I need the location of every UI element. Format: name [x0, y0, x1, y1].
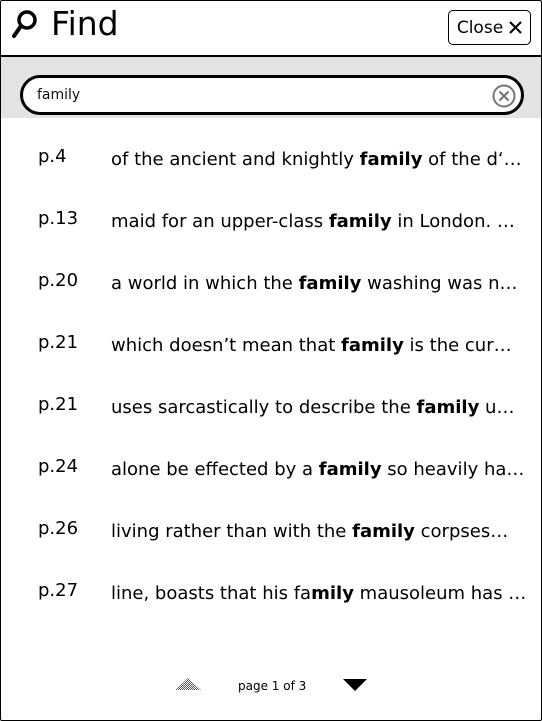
- result-row[interactable]: [1, 190, 541, 252]
- result-snippet: a world in which the family washing was n…: [111, 273, 518, 294]
- page-indicator: page 1 of 3: [238, 679, 307, 693]
- match-highlight: family: [328, 211, 392, 232]
- result-row[interactable]: [1, 314, 541, 376]
- triangle-down-icon[interactable]: [343, 679, 367, 691]
- x-icon: [509, 21, 522, 34]
- close-button-label: Close: [456, 17, 504, 38]
- result-snippet: of the ancient and knightly family of the d‘…: [111, 149, 522, 170]
- circle-x-icon[interactable]: [492, 84, 516, 108]
- result-page: p.26: [38, 518, 79, 539]
- triangle-up-icon[interactable]: [175, 678, 201, 690]
- result-snippet: maid for an upper-class family in London. …: [111, 211, 515, 232]
- result-snippet: line, boasts that his family mausoleum has …: [111, 583, 527, 604]
- match-highlight: family: [416, 397, 480, 418]
- result-snippet: alone be effected by a family so heavily ha…: [111, 459, 525, 480]
- match-highlight: family: [341, 335, 404, 356]
- page-title: Find: [51, 4, 119, 43]
- result-row[interactable]: [1, 500, 541, 562]
- result-page: p.24: [38, 456, 79, 477]
- match-highlight: family: [359, 149, 423, 170]
- result-row[interactable]: [1, 438, 541, 500]
- header-bar: [1, 1, 541, 57]
- result-page: p.20: [38, 270, 79, 291]
- match-highlight: family: [318, 459, 382, 480]
- match-highlight: family: [352, 521, 415, 542]
- result-page: p.13: [38, 208, 79, 229]
- result-snippet: living rather than with the family corpses…: [111, 521, 509, 542]
- match-highlight: mily: [311, 583, 354, 604]
- result-row[interactable]: [1, 128, 541, 190]
- result-snippet: which doesn’t mean that family is the cur…: [111, 335, 512, 356]
- search-input[interactable]: [37, 84, 477, 106]
- result-page: p.21: [38, 332, 79, 353]
- result-row[interactable]: [1, 252, 541, 314]
- result-snippet: uses sarcastically to describe the family u…: [111, 397, 515, 418]
- result-row[interactable]: [1, 562, 541, 624]
- result-row[interactable]: [1, 376, 541, 438]
- results-list: [1, 128, 541, 624]
- match-highlight: family: [298, 273, 362, 294]
- result-page: p.27: [38, 580, 79, 601]
- search-field[interactable]: [20, 75, 524, 115]
- result-page: p.4: [38, 146, 67, 167]
- result-page: p.21: [38, 394, 79, 415]
- search-strip: [1, 57, 541, 118]
- magnifier-icon: [11, 9, 39, 41]
- close-button[interactable]: [448, 10, 531, 45]
